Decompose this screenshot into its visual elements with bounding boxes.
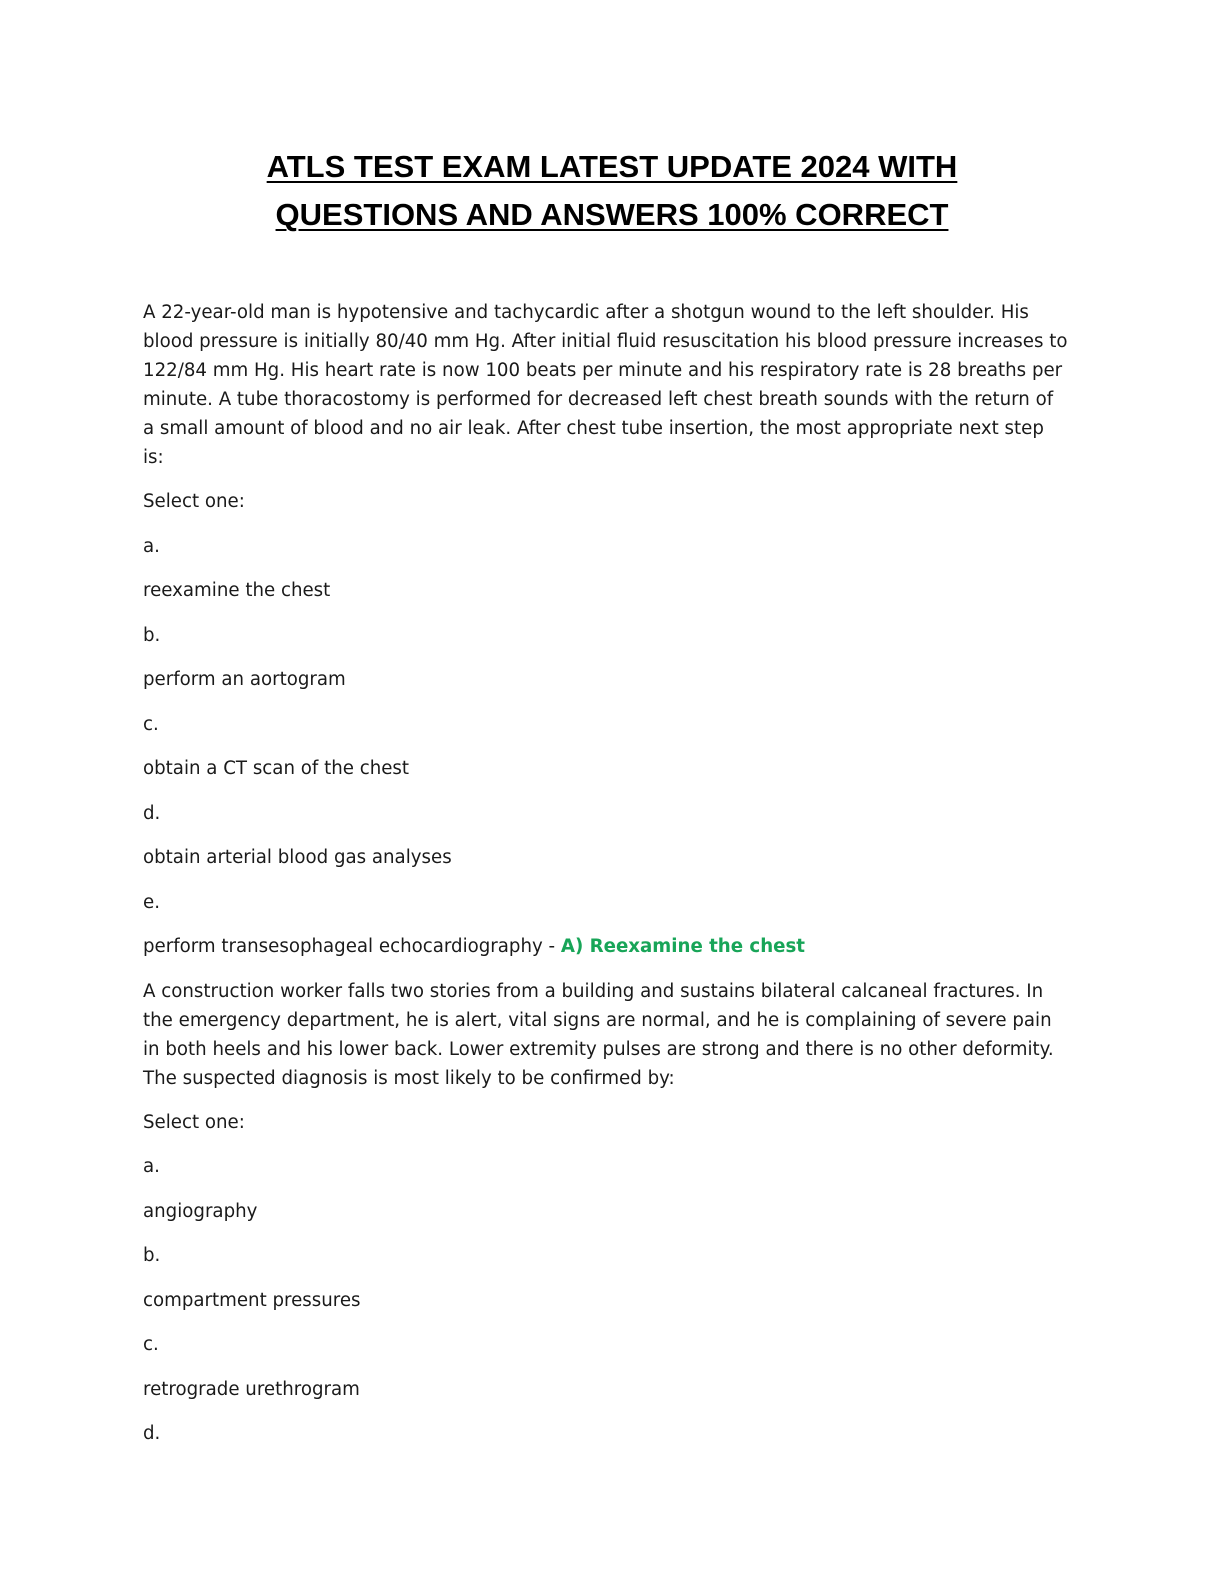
question-2-text: A construction worker falls two stories from a building and sustains bilateral calcaneal fractures. In the emergency department, he is alert, vital signs are normal, and he is complaining of severe pain in both heels and his lower back. Lower extremity pulses are strong and there is no other deformity. The suspected diagnosis is most likely to be confirmed by: — [143, 980, 1054, 1089]
title-line-1: ATLS TEST EXAM LATEST UPDATE 2024 WITH — [266, 149, 958, 184]
question-1-option-c-text: obtain a CT scan of the chest — [143, 758, 410, 779]
question-1-option-d-text: obtain arterial blood gas analyses — [143, 847, 452, 868]
question-1-option-d-letter: d. — [143, 802, 161, 824]
question-2-option-b-text: compartment pressures — [143, 1289, 361, 1311]
question-1-text: A 22-year-old man is hypotensive and tachycardic after a shotgun wound to the left shoulder. His blood pressure is initially 80/40 mm Hg. After initial fluid resuscitation his blood pressure increases to 122/84 mm Hg. His heart rate is now 100 beats per minute and his respiratory rate is 28 breaths per minute. A tube thoracostomy is performed for decreased left chest breath sounds with the return of a small amount of blood and no air leak. After chest tube insertion, the most appropriate next step is: — [143, 302, 1068, 468]
question-1-option-b-letter: b. — [143, 624, 161, 646]
answer-separator: - — [542, 936, 561, 957]
question-1-option-e-text: perform transesophageal echocardiography — [143, 936, 543, 957]
question-1-option-e-row — [143, 932, 1068, 962]
question-2-option-a-letter: a. — [143, 1156, 160, 1177]
question-2-option-c-letter: c. — [143, 1334, 159, 1355]
title-line-2: QUESTIONS AND ANSWERS 100% CORRECT — [275, 197, 949, 232]
document-body — [143, 298, 1068, 1464]
question-1-option-b-text: perform an aortogram — [143, 669, 346, 690]
question-2-option-d-letter: d. — [143, 1423, 161, 1444]
question-1-answer: A) Reexamine the chest — [560, 936, 805, 957]
document-title — [120, 143, 1104, 239]
question-1-select-label: Select one: — [143, 491, 245, 512]
question-1-option-e-letter: e. — [143, 891, 160, 913]
question-2-option-c-text: retrograde urethrogram — [143, 1378, 360, 1400]
question-1-option-a-letter: a. — [143, 535, 160, 557]
question-1-option-c-letter: c. — [143, 713, 159, 735]
question-2-option-a-text: angiography — [143, 1200, 258, 1222]
question-1-option-a-text: reexamine the chest — [143, 580, 331, 601]
question-2-select-label: Select one: — [143, 1111, 245, 1133]
question-2-option-b-letter: b. — [143, 1245, 161, 1266]
